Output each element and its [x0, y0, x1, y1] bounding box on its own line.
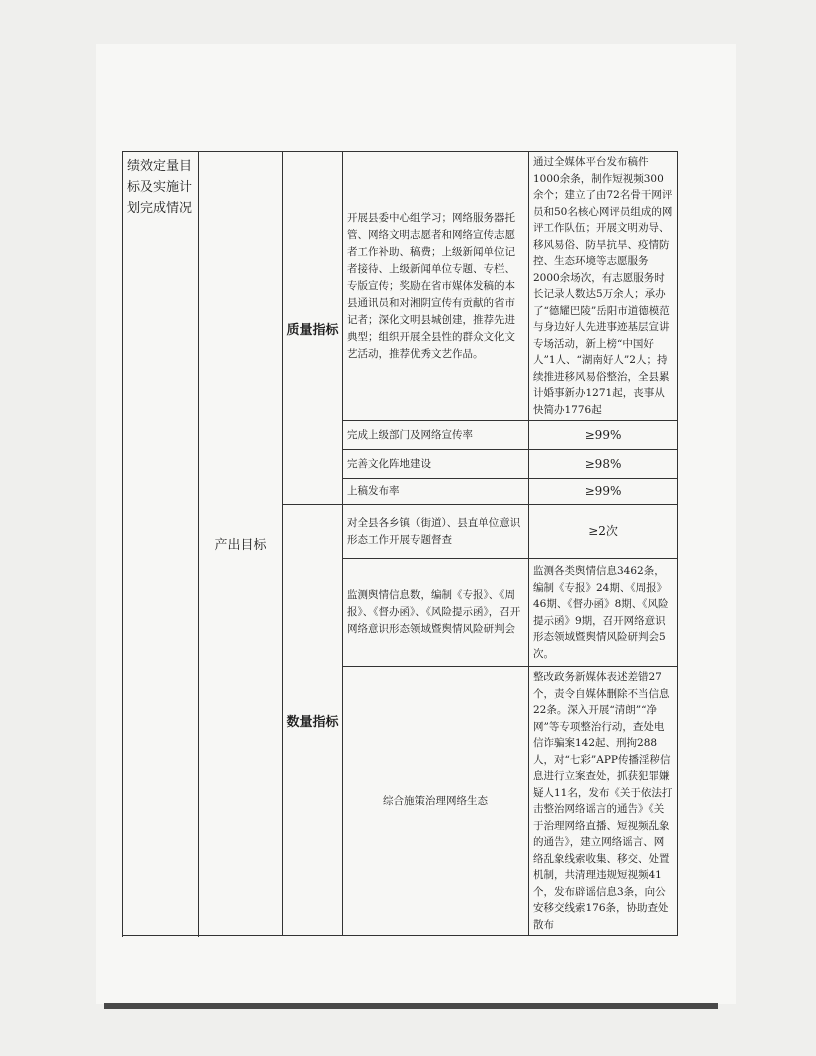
- table-row: [123, 152, 678, 421]
- quality-row-1-value: 通过全媒体平台发布稿件1000余条，制作短视频300余个；建立了由72名骨干网评员和50名核心网评员组成的网评工作队伍；开展文明劝导、移风易俗、防旱抗旱、疫情防控、生态环境等志愿服务2000余场次，有志愿服务时长记录人数达5万余人；承办了“德耀巴陵”岳阳市道德模范与身边好人先进事迹基层宣讲专场活动，新上榜“中国好人”1人、“湖南好人”2人；持续推进移风易俗整治，全县累计婚事新办1271起，丧事从快简办1776起: [529, 152, 678, 421]
- level2-cell: 产出目标: [199, 152, 283, 936]
- quality-row-2-indicator: 完成上级部门及网络宣传率: [343, 421, 529, 450]
- performance-table: [122, 151, 678, 936]
- quantity-indicator-label: 数量指标: [283, 505, 343, 936]
- quality-row-4-value: ≥99%: [529, 479, 678, 505]
- quantity-row-1-indicator: 对全县各乡镇（街道）、县直单位意识形态工作开展专题督查: [343, 505, 529, 559]
- quantity-row-1-value: ≥2次: [529, 505, 678, 559]
- quantity-row-3-value: 整改政务新媒体表述差错27个，责令自媒体删除不当信息22条。深入开展“清朗”“净网”等专项整治行动，查处电信诈骗案142起、刑拘288人，对“七彩”APP传播淫秽信息进行立案查处，抓获犯罪嫌疑人11名，发布《关于依法打击整治网络谣言的通告》《关于治理网络直播、短视频乱象的通告》，建立网络谣言、网络乱象线索收集、移交、处置机制，共清理违规短视频41个，发布辟谣信息3条，向公安移交线索176条，协助查处散布: [529, 667, 678, 936]
- quality-row-3-indicator: 完善文化阵地建设: [343, 450, 529, 479]
- quality-row-2-value: ≥99%: [529, 421, 678, 450]
- quality-row-3-value: ≥98%: [529, 450, 678, 479]
- quantity-row-2-indicator: 监测舆情信息数，编制《专报》、《周报》、《督办函》、《风险提示函》，召开网络意识形态领域暨舆情风险研判会: [343, 559, 529, 667]
- scan-edge-shadow: [104, 1003, 718, 1009]
- category-cell: 绩效定量目标及实施计划完成情况: [123, 152, 199, 936]
- quantity-row-3-indicator: 综合施策治理网络生态: [343, 667, 529, 936]
- quality-row-1-indicator: 开展县委中心组学习；网络服务器托管、网络文明志愿者和网络宣传志愿者工作补助、稿费；上级新闻单位记者接待、上级新闻单位专题、专栏、专版宣传；奖励在省市媒体发稿的本县通讯员和对湘阴宣传有贡献的省市记者；深化文明县城创建，推荐先进典型；组织开展全县性的群众文化文艺活动，推荐优秀文艺作品。: [343, 152, 529, 421]
- quality-indicator-label: 质量指标: [283, 152, 343, 505]
- quality-row-4-indicator: 上稿发布率: [343, 479, 529, 505]
- quantity-row-2-value: 监测各类舆情信息3462条，编制《专报》24期、《周报》46期、《督办函》8期、《风险提示函》9期，召开网络意识形态领域暨舆情风险研判会5次。: [529, 559, 678, 667]
